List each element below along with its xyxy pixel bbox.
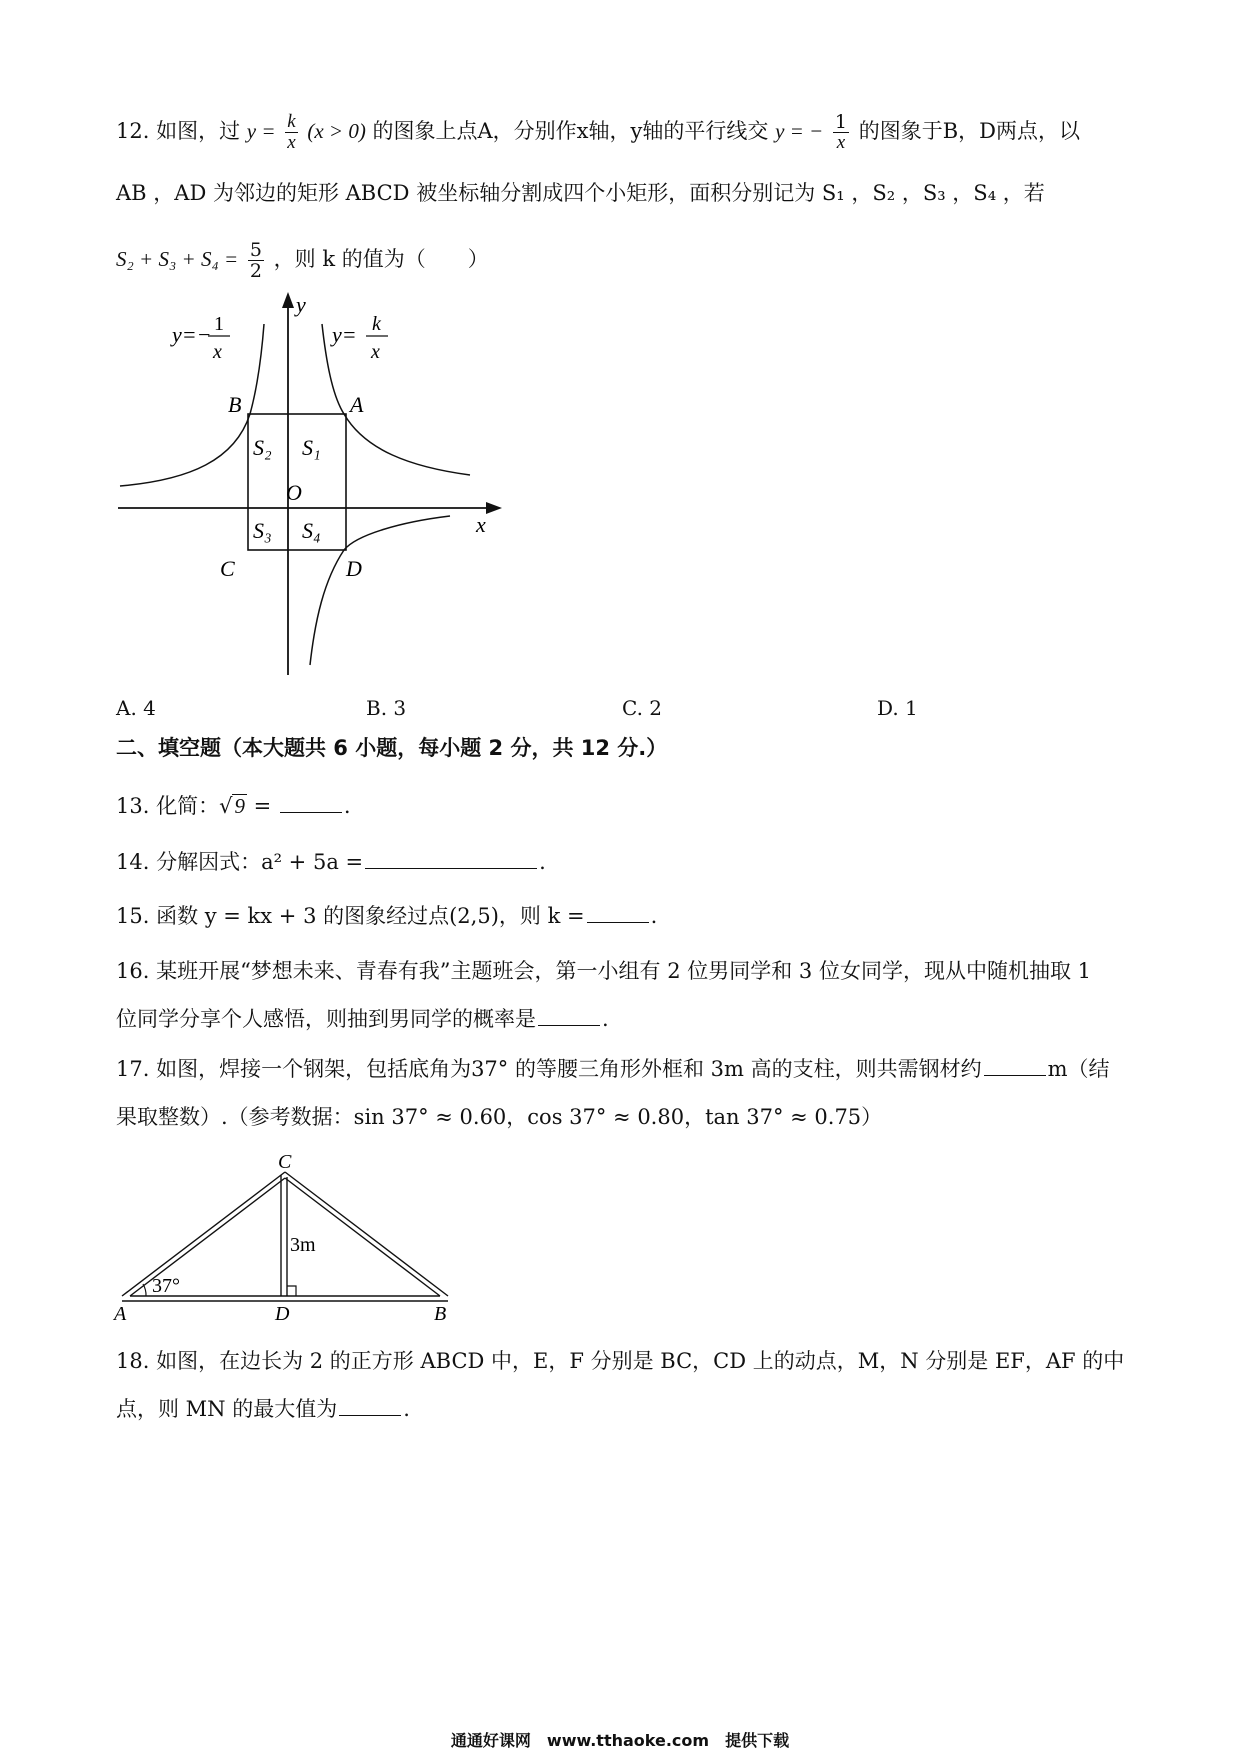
q12-number-text: 12. 如图，过	[116, 119, 241, 143]
q15-answer-blank	[587, 902, 649, 923]
label-left-curve-pre: y=−	[172, 322, 212, 347]
page-footer: 通通好课网 www.tthaoke.com 提供下载	[450, 1731, 790, 1750]
label-axis-y: y	[296, 292, 306, 317]
q13-answer-blank	[280, 792, 342, 813]
label-S1: S₁	[302, 435, 321, 460]
curve-neg-reciprocal-upper-left	[120, 324, 264, 486]
q14-line	[116, 847, 546, 877]
q12-sum-fraction	[248, 240, 264, 281]
q16-line1: 16. 某班开展“梦想未来、青春有我”主题班会，第一小组有 2 位男同学和 3 位女同学，现从中随机抽取 1	[116, 959, 1091, 983]
q18-line2	[116, 1394, 410, 1424]
choice-d: D. 1	[877, 696, 918, 720]
q12-f1-fraction	[285, 112, 297, 153]
choice-a: A. 4	[116, 696, 156, 720]
label-S3: S₃	[253, 518, 272, 543]
q12-sum-post: ，则 k 的值为（ ）	[273, 247, 489, 271]
q15-line	[116, 901, 657, 931]
choice-b: B. 3	[366, 696, 407, 720]
label-right-curve-pre: y=	[332, 322, 357, 347]
q12-sum-num: 5	[249, 239, 262, 261]
label-height-3m: 3m	[290, 1234, 316, 1256]
label-left-curve-num: 1	[214, 313, 224, 335]
q13-equals: =	[246, 794, 278, 818]
label-right-curve-den: x	[371, 341, 380, 363]
label-point-B: B	[228, 392, 242, 417]
curve-neg-reciprocal-lower-right	[310, 516, 450, 665]
edge-AC-outer	[122, 1172, 285, 1296]
q16-end: .	[602, 1007, 609, 1031]
q12-f2-den: x	[836, 132, 846, 153]
q12-f1-cond: (x > 0)	[307, 119, 366, 143]
q17-triangle-figure	[110, 1150, 470, 1320]
q12-hyperbola-figure	[110, 290, 510, 685]
q17-line2: 果取整数）.（参考数据：sin 37° ≈ 0.60，cos 37° ≈ 0.80，tan 37° ≈ 0.75）	[116, 1105, 883, 1129]
label-S2: S₂	[253, 435, 272, 460]
q13-end: .	[343, 794, 351, 818]
q16-answer-blank	[538, 1005, 600, 1026]
q12-f2-num: 1	[834, 111, 848, 133]
q13-line	[116, 791, 351, 821]
q16-line2	[116, 1004, 609, 1034]
q14-end: .	[539, 850, 546, 874]
q13-pre: 13. 化简：	[116, 794, 220, 818]
label-S4: S₄	[302, 518, 321, 543]
label-left-curve-den: x	[213, 341, 222, 363]
q17-text-pre: 17. 如图，焊接一个钢架，包括底角为37° 的等腰三角形外框和 3m 高的支柱，则共需钢材约	[116, 1057, 982, 1081]
q12-sum-pre: S₂ + S₃ + S₄ =	[116, 247, 239, 271]
label-point-A: A	[114, 1303, 127, 1320]
q16-text: 位同学分享个人感悟，则抽到男同学的概率是	[116, 1007, 536, 1031]
q17-line1	[116, 1054, 1110, 1084]
sqrt-sign-icon: √	[219, 794, 233, 818]
q12-line1	[116, 112, 1080, 153]
q17-text-post: m（结	[1047, 1057, 1110, 1081]
choice-c: C. 2	[622, 696, 663, 720]
q18-text: 点，则 MN 的最大值为	[116, 1397, 338, 1421]
section-title-fill-in: 二、填空题（本大题共 6 小题，每小题 2 分，共 12 分.）	[116, 736, 668, 760]
q12-f1-pre: y =	[246, 119, 276, 143]
q12-f1-num: k	[287, 111, 296, 132]
q12-line2: AB ，AD 为邻边的矩形 ABCD 被坐标轴分割成四个小矩形，面积分别记为 S₁ ，S₂ ，S₃ ，S₄ ，若	[116, 181, 1045, 205]
angle-arc-icon	[143, 1284, 146, 1296]
q15-pre: 15. 函数 y = kx + 3 的图象经过点(2,5)，则 k =	[116, 904, 585, 928]
q15-end: .	[650, 904, 658, 928]
q13-radicand: 9	[234, 794, 245, 818]
y-axis-arrow-icon	[282, 292, 294, 308]
label-point-B: B	[434, 1303, 447, 1320]
q18-line1: 18. 如图，在边长为 2 的正方形 ABCD 中，E，F 分别是 BC，CD 上的动点，M，N 分别是 EF，AF 的中	[116, 1349, 1125, 1373]
q17-answer-blank	[984, 1055, 1046, 1076]
q14-pre: 14. 分解因式：a² + 5a =	[116, 850, 364, 874]
q12-f1-den: x	[287, 132, 296, 153]
q12-end-text: 的图象于B，D两点，以	[858, 119, 1080, 143]
label-point-A: A	[350, 392, 364, 417]
label-point-C: C	[278, 1151, 292, 1173]
x-axis-arrow-icon	[486, 502, 502, 514]
label-point-D: D	[346, 556, 362, 581]
q12-line3	[116, 240, 489, 281]
q12-f2-fraction	[833, 112, 849, 153]
q14-answer-blank	[365, 848, 537, 869]
right-angle-mark-icon	[287, 1286, 296, 1296]
label-angle-37: 37°	[152, 1275, 180, 1297]
q12-f2-pre: y = −	[775, 119, 824, 143]
label-point-D: D	[275, 1303, 290, 1320]
label-axis-x: x	[476, 512, 486, 537]
q12-sum-den: 2	[249, 260, 262, 282]
q18-answer-blank	[339, 1395, 401, 1416]
q18-end: .	[403, 1397, 410, 1421]
label-origin-O: O	[286, 480, 302, 505]
label-point-C: C	[220, 556, 235, 581]
label-right-curve-num: k	[372, 313, 381, 335]
q12-mid-text: 的图象上点A，分别作x轴，y轴的平行线交	[372, 119, 769, 143]
